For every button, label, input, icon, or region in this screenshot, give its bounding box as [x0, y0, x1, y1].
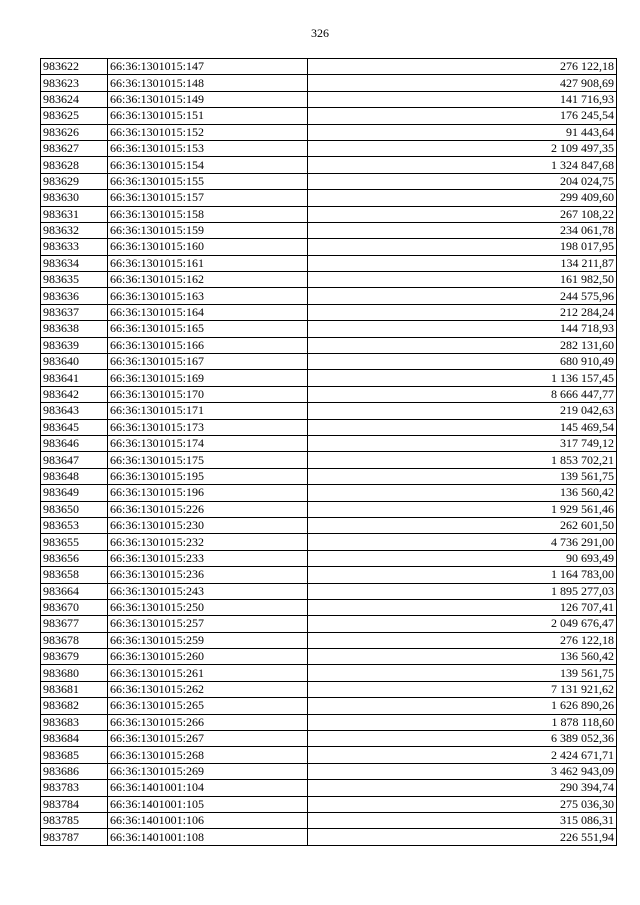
table-row	[41, 829, 617, 845]
row-number-cell: 983624	[41, 91, 108, 107]
row-number-cell: 983635	[41, 272, 108, 288]
cadastral-value-cell: 1 136 157,45	[308, 370, 617, 386]
cadastral-value-cell: 317 749,12	[308, 435, 617, 451]
cadastral-value-cell: 4 736 291,00	[308, 534, 617, 550]
cadastral-number-cell: 66:36:1301015:262	[108, 681, 308, 697]
table-row	[41, 321, 617, 337]
cadastral-value-cell: 139 561,75	[308, 665, 617, 681]
row-number-cell: 983640	[41, 354, 108, 370]
cadastral-value-cell: 8 666 447,77	[308, 386, 617, 402]
row-number-cell: 983625	[41, 108, 108, 124]
cadastral-number-cell: 66:36:1301015:175	[108, 452, 308, 468]
cadastral-value-cell: 6 389 052,36	[308, 731, 617, 747]
table-row	[41, 485, 617, 501]
table-row	[41, 534, 617, 550]
cadastral-number-cell: 66:36:1301015:269	[108, 763, 308, 779]
table-row	[41, 75, 617, 91]
table-row	[41, 386, 617, 402]
cadastral-number-cell: 66:36:1301015:167	[108, 354, 308, 370]
cadastral-value-cell: 1 324 847,68	[308, 157, 617, 173]
cadastral-number-cell: 66:36:1301015:236	[108, 567, 308, 583]
cadastral-number-cell: 66:36:1301015:173	[108, 419, 308, 435]
cadastral-number-cell: 66:36:1301015:232	[108, 534, 308, 550]
table-row	[41, 255, 617, 271]
cadastral-number-cell: 66:36:1301015:155	[108, 173, 308, 189]
table-row	[41, 91, 617, 107]
table-row	[41, 468, 617, 484]
cadastral-value-cell: 219 042,63	[308, 403, 617, 419]
cadastral-number-cell: 66:36:1301015:267	[108, 731, 308, 747]
cadastral-value-cell: 1 626 890,26	[308, 698, 617, 714]
cadastral-value-cell: 282 131,60	[308, 337, 617, 353]
page-number: 326	[311, 26, 329, 40]
cadastral-number-cell: 66:36:1301015:261	[108, 665, 308, 681]
row-number-cell: 983685	[41, 747, 108, 763]
table-row	[41, 173, 617, 189]
row-number-cell: 983646	[41, 435, 108, 451]
row-number-cell: 983653	[41, 517, 108, 533]
cadastral-value-cell: 136 560,42	[308, 485, 617, 501]
row-number-cell: 983664	[41, 583, 108, 599]
row-number-cell: 983645	[41, 419, 108, 435]
table-row	[41, 681, 617, 697]
cadastral-number-cell: 66:36:1301015:259	[108, 632, 308, 648]
cadastral-number-cell: 66:36:1301015:162	[108, 272, 308, 288]
table-row	[41, 403, 617, 419]
cadastral-number-cell: 66:36:1301015:230	[108, 517, 308, 533]
row-number-cell: 983682	[41, 698, 108, 714]
cadastral-number-cell: 66:36:1401001:105	[108, 796, 308, 812]
cadastral-number-cell: 66:36:1301015:243	[108, 583, 308, 599]
cadastral-value-cell: 276 122,18	[308, 632, 617, 648]
row-number-cell: 983683	[41, 714, 108, 730]
cadastral-value-cell: 267 108,22	[308, 206, 617, 222]
row-number-cell: 983638	[41, 321, 108, 337]
cadastral-number-cell: 66:36:1301015:170	[108, 386, 308, 402]
row-number-cell: 983631	[41, 206, 108, 222]
cadastral-value-cell: 1 878 118,60	[308, 714, 617, 730]
cadastral-value-cell: 2 424 671,71	[308, 747, 617, 763]
table-row	[41, 337, 617, 353]
table-row	[41, 304, 617, 320]
cadastral-number-cell: 66:36:1301015:160	[108, 239, 308, 255]
cadastral-value-cell: 290 394,74	[308, 780, 617, 796]
table-row	[41, 435, 617, 451]
row-number-cell: 983639	[41, 337, 108, 353]
table-row	[41, 108, 617, 124]
cadastral-number-cell: 66:36:1401001:108	[108, 829, 308, 845]
cadastral-value-cell: 126 707,41	[308, 599, 617, 615]
row-number-cell: 983622	[41, 59, 108, 75]
cadastral-number-cell: 66:36:1401001:106	[108, 812, 308, 828]
table-row	[41, 780, 617, 796]
cadastral-number-cell: 66:36:1301015:174	[108, 435, 308, 451]
cadastral-number-cell: 66:36:1301015:265	[108, 698, 308, 714]
cadastral-value-cell: 427 908,69	[308, 75, 617, 91]
cadastral-value-cell: 680 910,49	[308, 354, 617, 370]
cadastral-value-cell: 1 853 702,21	[308, 452, 617, 468]
row-number-cell: 983641	[41, 370, 108, 386]
cadastral-value-cell: 91 443,64	[308, 124, 617, 140]
cadastral-number-cell: 66:36:1301015:164	[108, 304, 308, 320]
table-row	[41, 517, 617, 533]
row-number-cell: 983684	[41, 731, 108, 747]
cadastral-value-cell: 2 109 497,35	[308, 140, 617, 156]
table-row	[41, 649, 617, 665]
cadastral-value-cell: 136 560,42	[308, 649, 617, 665]
cadastral-number-cell: 66:36:1301015:161	[108, 255, 308, 271]
cadastral-value-cell: 161 982,50	[308, 272, 617, 288]
table-row	[41, 239, 617, 255]
table-row	[41, 812, 617, 828]
table-row	[41, 796, 617, 812]
table-row	[41, 157, 617, 173]
table-row	[41, 747, 617, 763]
cadastral-number-cell: 66:36:1301015:154	[108, 157, 308, 173]
row-number-cell: 983655	[41, 534, 108, 550]
table-row	[41, 731, 617, 747]
table-row	[41, 567, 617, 583]
cadastral-number-cell: 66:36:1301015:196	[108, 485, 308, 501]
cadastral-value-table	[40, 58, 617, 846]
cadastral-number-cell: 66:36:1301015:157	[108, 190, 308, 206]
cadastral-number-cell: 66:36:1301015:152	[108, 124, 308, 140]
table-row	[41, 124, 617, 140]
table-row	[41, 190, 617, 206]
row-number-cell: 983634	[41, 255, 108, 271]
cadastral-value-cell: 198 017,95	[308, 239, 617, 255]
row-number-cell: 983623	[41, 75, 108, 91]
cadastral-value-cell: 176 245,54	[308, 108, 617, 124]
table-row	[41, 698, 617, 714]
table-row	[41, 370, 617, 386]
cadastral-number-cell: 66:36:1401001:104	[108, 780, 308, 796]
cadastral-value-cell: 90 693,49	[308, 550, 617, 566]
row-number-cell: 983642	[41, 386, 108, 402]
table-row	[41, 452, 617, 468]
cadastral-number-cell: 66:36:1301015:260	[108, 649, 308, 665]
table-row	[41, 272, 617, 288]
table-row	[41, 222, 617, 238]
row-number-cell: 983678	[41, 632, 108, 648]
row-number-cell: 983648	[41, 468, 108, 484]
cadastral-number-cell: 66:36:1301015:195	[108, 468, 308, 484]
cadastral-number-cell: 66:36:1301015:158	[108, 206, 308, 222]
cadastral-value-cell: 299 409,60	[308, 190, 617, 206]
cadastral-value-cell: 234 061,78	[308, 222, 617, 238]
table-row	[41, 501, 617, 517]
cadastral-value-cell: 134 211,87	[308, 255, 617, 271]
table-row	[41, 665, 617, 681]
cadastral-value-cell: 315 086,31	[308, 812, 617, 828]
cadastral-value-cell: 7 131 921,62	[308, 681, 617, 697]
row-number-cell: 983636	[41, 288, 108, 304]
cadastral-value-cell: 204 024,75	[308, 173, 617, 189]
cadastral-value-cell: 1 895 277,03	[308, 583, 617, 599]
cadastral-number-cell: 66:36:1301015:169	[108, 370, 308, 386]
row-number-cell: 983656	[41, 550, 108, 566]
row-number-cell: 983647	[41, 452, 108, 468]
cadastral-value-cell: 3 462 943,09	[308, 763, 617, 779]
row-number-cell: 983784	[41, 796, 108, 812]
cadastral-value-cell: 226 551,94	[308, 829, 617, 845]
row-number-cell: 983643	[41, 403, 108, 419]
cadastral-number-cell: 66:36:1301015:166	[108, 337, 308, 353]
cadastral-value-cell: 139 561,75	[308, 468, 617, 484]
table-row	[41, 354, 617, 370]
table-row	[41, 140, 617, 156]
cadastral-number-cell: 66:36:1301015:153	[108, 140, 308, 156]
cadastral-number-cell: 66:36:1301015:163	[108, 288, 308, 304]
row-number-cell: 983677	[41, 616, 108, 632]
table-row	[41, 763, 617, 779]
row-number-cell: 983627	[41, 140, 108, 156]
cadastral-number-cell: 66:36:1301015:268	[108, 747, 308, 763]
row-number-cell: 983626	[41, 124, 108, 140]
table-row	[41, 59, 617, 75]
table-body	[41, 59, 617, 846]
cadastral-number-cell: 66:36:1301015:149	[108, 91, 308, 107]
cadastral-value-cell: 1 164 783,00	[308, 567, 617, 583]
cadastral-value-cell: 276 122,18	[308, 59, 617, 75]
row-number-cell: 983658	[41, 567, 108, 583]
row-number-cell: 983785	[41, 812, 108, 828]
cadastral-value-cell: 2 049 676,47	[308, 616, 617, 632]
row-number-cell: 983630	[41, 190, 108, 206]
cadastral-value-cell: 275 036,30	[308, 796, 617, 812]
table-row	[41, 550, 617, 566]
cadastral-value-cell: 262 601,50	[308, 517, 617, 533]
cadastral-number-cell: 66:36:1301015:257	[108, 616, 308, 632]
cadastral-number-cell: 66:36:1301015:147	[108, 59, 308, 75]
table-row	[41, 616, 617, 632]
cadastral-value-cell: 141 716,93	[308, 91, 617, 107]
cadastral-number-cell: 66:36:1301015:148	[108, 75, 308, 91]
row-number-cell: 983681	[41, 681, 108, 697]
cadastral-number-cell: 66:36:1301015:250	[108, 599, 308, 615]
row-number-cell: 983787	[41, 829, 108, 845]
row-number-cell: 983632	[41, 222, 108, 238]
table-row	[41, 288, 617, 304]
cadastral-value-cell: 244 575,96	[308, 288, 617, 304]
table-row	[41, 419, 617, 435]
table-row	[41, 599, 617, 615]
row-number-cell: 983649	[41, 485, 108, 501]
row-number-cell: 983629	[41, 173, 108, 189]
cadastral-value-cell: 144 718,93	[308, 321, 617, 337]
row-number-cell: 983783	[41, 780, 108, 796]
table-row	[41, 583, 617, 599]
row-number-cell: 983628	[41, 157, 108, 173]
table-row	[41, 714, 617, 730]
cadastral-number-cell: 66:36:1301015:266	[108, 714, 308, 730]
row-number-cell: 983680	[41, 665, 108, 681]
row-number-cell: 983670	[41, 599, 108, 615]
row-number-cell: 983633	[41, 239, 108, 255]
cadastral-value-cell: 1 929 561,46	[308, 501, 617, 517]
cadastral-number-cell: 66:36:1301015:151	[108, 108, 308, 124]
table-row	[41, 206, 617, 222]
cadastral-number-cell: 66:36:1301015:171	[108, 403, 308, 419]
row-number-cell: 983637	[41, 304, 108, 320]
cadastral-number-cell: 66:36:1301015:165	[108, 321, 308, 337]
row-number-cell: 983650	[41, 501, 108, 517]
cadastral-number-cell: 66:36:1301015:233	[108, 550, 308, 566]
cadastral-number-cell: 66:36:1301015:226	[108, 501, 308, 517]
cadastral-number-cell: 66:36:1301015:159	[108, 222, 308, 238]
row-number-cell: 983686	[41, 763, 108, 779]
cadastral-value-cell: 145 469,54	[308, 419, 617, 435]
row-number-cell: 983679	[41, 649, 108, 665]
cadastral-value-cell: 212 284,24	[308, 304, 617, 320]
table-row	[41, 632, 617, 648]
